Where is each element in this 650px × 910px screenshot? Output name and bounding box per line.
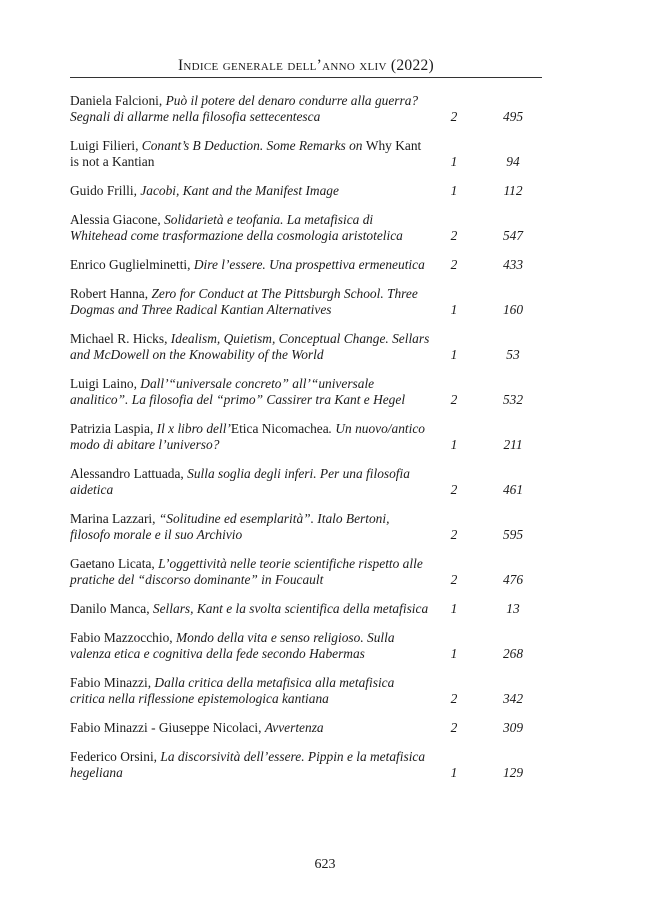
entry-page-number: 476: [502, 572, 524, 587]
index-entry: [70, 601, 542, 617]
entry-author: Gaetano Licata,: [70, 556, 159, 571]
entry-issue-number: 2: [450, 691, 458, 706]
entry-title-part: Avvertenza: [264, 720, 324, 735]
entry-issue-number: 1: [450, 601, 458, 616]
entry-page-number: 13: [506, 601, 520, 616]
entry-citation: [70, 331, 430, 363]
entry-author: Alessia Giacone,: [70, 212, 165, 227]
index-entry: [70, 257, 542, 273]
entry-issue-number: 1: [450, 646, 458, 661]
entry-page-number: 112: [503, 183, 523, 198]
entry-author: Luigi Filieri,: [70, 138, 142, 153]
entry-author: Patrizia Laspia,: [70, 421, 157, 436]
page-number-folio: 623: [314, 857, 336, 872]
entry-issue-number: 1: [450, 183, 458, 198]
entry-author: Federico Orsini,: [70, 749, 161, 764]
entry-citation: [70, 257, 430, 273]
entry-author: Alessandro Lattuada,: [70, 466, 188, 481]
header-rule: [70, 77, 542, 78]
entry-page-number: 53: [506, 347, 520, 362]
index-entry: [70, 286, 542, 318]
index-entry: [70, 376, 542, 408]
entry-issue-number: 2: [450, 228, 458, 243]
entry-title-part: Etica Nicomachea: [230, 421, 329, 436]
entry-title-part: Jacobi, Kant and the Manifest Image: [140, 183, 339, 198]
index-entry: [70, 138, 542, 170]
index-entry: [70, 556, 542, 588]
entry-author: Guido Frilli,: [70, 183, 141, 198]
entry-citation: [70, 212, 430, 244]
entry-title-part: Sellars, Kant e la svolta scientifica della metafisica: [152, 601, 429, 616]
entry-title-part: Conant’s B Deduction. Some Remarks on: [141, 138, 366, 153]
entry-title-part: “Solitudine ed esemplarità”. Italo Bertoni, filosofo morale e il suo Archivio: [70, 511, 390, 542]
entry-issue-number: 2: [450, 482, 458, 497]
entry-title-part: Idealism, Quietism, Conceptual Change. Sellars and McDowell on the Knowability of the World: [70, 331, 430, 362]
entry-title-part: Dire l’essere. Una prospettiva ermeneutica: [193, 257, 425, 272]
page-header-title: Indice generale dell’anno xliv (2022): [177, 57, 435, 74]
index-entry: [70, 183, 542, 199]
index-entry: [70, 511, 542, 543]
entry-title-part: La discorsività dell’essere. Pippin e la metafisica hegeliana: [70, 749, 426, 780]
entry-author: Daniela Falcioni,: [70, 93, 166, 108]
entry-title-part: Sulla soglia degli inferi. Per una filosofia aidetica: [70, 466, 410, 497]
entry-author: Fabio Minazzi - Giuseppe Nicolaci,: [70, 720, 265, 735]
index-entry: [70, 93, 542, 125]
entry-page-number: 595: [502, 527, 524, 542]
entry-citation: [70, 720, 430, 736]
entry-title-part: Può il potere del denaro condurre alla guerra? Segnali di allarme nella filosofia settecentesca: [70, 93, 419, 124]
entry-issue-number: 1: [450, 302, 458, 317]
entry-citation: [70, 93, 430, 125]
entry-page-number: 342: [502, 691, 524, 706]
entry-issue-number: 2: [450, 572, 458, 587]
entry-title-part: Mondo della vita e senso religioso. Sulla valenza etica e cognitiva della fede secondo Habermas: [70, 630, 395, 661]
entry-issue-number: 1: [450, 437, 458, 452]
entry-citation: [70, 286, 430, 318]
entry-author: Marina Lazzari,: [70, 511, 159, 526]
entry-page-number: 547: [502, 228, 524, 243]
entry-page-number: 495: [502, 109, 524, 124]
entry-issue-number: 2: [450, 527, 458, 542]
index-entry: [70, 331, 542, 363]
entry-author: Robert Hanna,: [70, 286, 152, 301]
entry-issue-number: 2: [450, 109, 458, 124]
index-entry: [70, 720, 542, 736]
index-entry: [70, 749, 542, 781]
entry-author: Fabio Minazzi,: [70, 675, 155, 690]
entry-citation: [70, 421, 430, 453]
entry-issue-number: 2: [450, 257, 458, 272]
entry-page-number: 433: [502, 257, 524, 272]
entry-title-part: . Un nuovo/antico modo di abitare l’universo?: [70, 421, 425, 452]
entry-page-number: 461: [502, 482, 524, 497]
entry-page-number: 532: [502, 392, 524, 407]
entry-citation: [70, 601, 430, 617]
entry-citation: [70, 183, 430, 199]
entry-page-number: 129: [502, 765, 524, 780]
entry-title-part: Dalla critica della metafisica alla metafisica critica nella riflessione epistemologica kantiana: [70, 675, 395, 706]
entry-page-number: 268: [502, 646, 524, 661]
entry-title-part: Dall’“universale concreto” all’“universale analitico”. La filosofia del “primo” Cassirer tra Kant e Hegel: [70, 376, 406, 407]
entry-title-part: Solidarietà e teofania. La metafisica di Whitehead come trasformazione della cosmologia aristotelica: [70, 212, 403, 243]
entry-page-number: 94: [506, 154, 520, 169]
entry-page-number: 160: [502, 302, 524, 317]
entry-author: Enrico Guglielminetti,: [70, 257, 194, 272]
entry-issue-number: 2: [450, 720, 458, 735]
entry-citation: [70, 749, 430, 781]
entry-page-number: 211: [503, 437, 523, 452]
index-entry: [70, 630, 542, 662]
entry-citation: [70, 138, 430, 170]
entry-citation: [70, 630, 430, 662]
entry-page-number: 309: [502, 720, 524, 735]
entry-citation: [70, 376, 430, 408]
entry-title-part: L’oggettività nelle teorie scientifiche rispetto alle pratiche del “discorso dominante” in Foucault: [70, 556, 423, 587]
index-entry: [70, 421, 542, 453]
entry-author: Fabio Mazzocchio,: [70, 630, 176, 645]
entry-issue-number: 1: [450, 347, 458, 362]
entry-issue-number: 1: [450, 154, 458, 169]
index-entry: [70, 466, 542, 498]
entry-citation: [70, 675, 430, 707]
entry-citation: [70, 556, 430, 588]
entry-citation: [70, 466, 430, 498]
entry-title-part: Il x libro dell’: [156, 421, 231, 436]
entry-citation: [70, 511, 430, 543]
index-entry: [70, 675, 542, 707]
entry-issue-number: 2: [450, 392, 458, 407]
entry-author: Danilo Manca,: [70, 601, 153, 616]
entry-author: Luigi Laino,: [70, 376, 141, 391]
entry-author: Michael R. Hicks,: [70, 331, 171, 346]
index-entry: [70, 212, 542, 244]
entry-issue-number: 1: [450, 765, 458, 780]
entry-title-part: Why Kant is not a Kantian: [70, 138, 422, 169]
entry-title-part: Zero for Conduct at The Pittsburgh School. Three Dogmas and Three Radical Kantian Alternatives: [70, 286, 418, 317]
index-entries-list: [70, 93, 542, 794]
